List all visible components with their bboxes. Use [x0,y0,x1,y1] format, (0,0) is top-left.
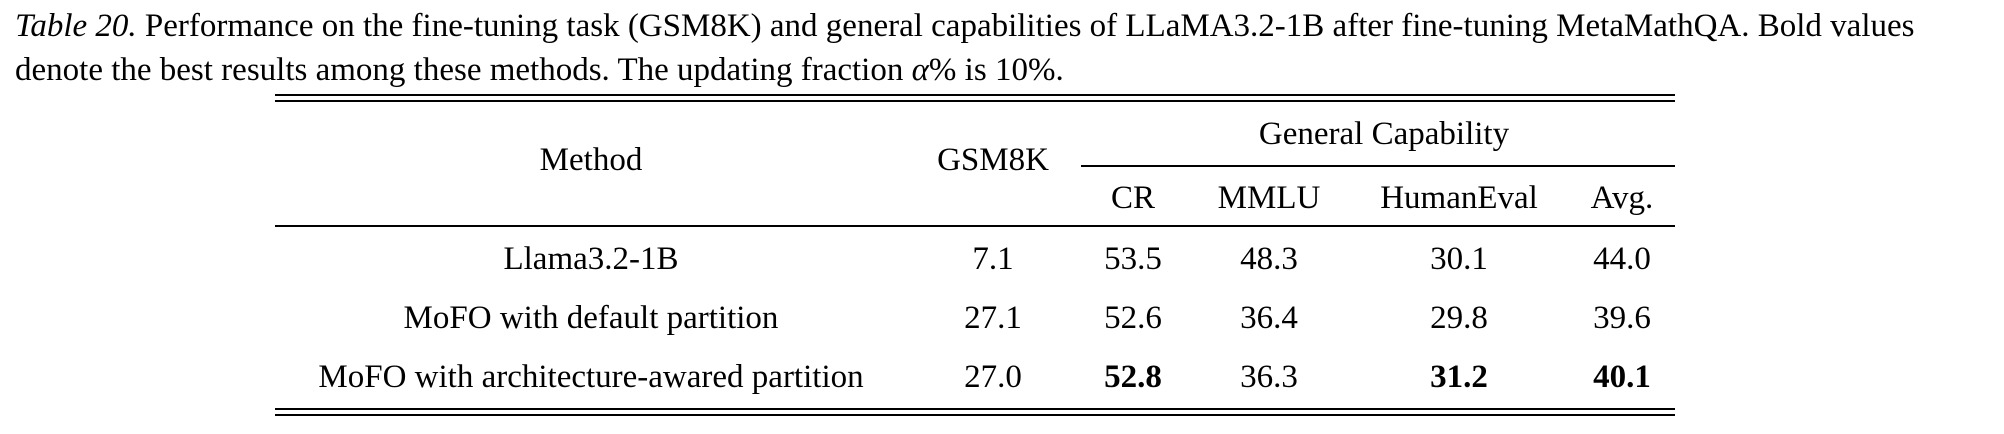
cell-method: MoFO with default partition [403,300,779,336]
cell-mmlu: 36.4 [1240,300,1298,336]
group-rule [1081,165,1675,167]
bottom-rule-1 [275,408,1675,410]
header-humaneval: HumanEval [1380,180,1538,216]
table-caption [15,4,1990,92]
header-bottom-rule [275,225,1675,227]
caption-end: . [1055,52,1064,88]
bottom-rule-2 [275,414,1675,416]
cell-cr: 52.6 [1104,300,1162,336]
cell-gsm8k: 27.1 [964,300,1022,336]
cell-mmlu: 36.3 [1240,359,1298,395]
cell-humaneval: 29.8 [1430,300,1488,336]
caption-label: Table 20. [15,8,137,44]
header-general-capability: General Capability [1258,116,1510,152]
header-avg: Avg. [1590,180,1654,216]
cell-gsm8k: 7.1 [972,241,1014,277]
header-gsm8k: GSM8K [937,142,1049,178]
cell-method: Llama3.2-1B [503,241,679,277]
cell-avg: 39.6 [1593,300,1651,336]
cell-cr: 53.5 [1104,241,1162,277]
top-rule-1 [275,94,1675,96]
cell-gsm8k: 27.0 [964,359,1022,395]
caption-alpha: α [911,52,929,88]
header-mmlu: MMLU [1217,180,1321,216]
caption-value: 10% [994,52,1056,88]
cell-avg: 40.1 [1593,359,1651,395]
caption-percent: % [928,52,957,88]
header-method: Method [539,142,643,178]
cell-method: MoFO with architecture-awared partition [318,359,864,395]
cell-humaneval: 30.1 [1430,241,1488,277]
cell-humaneval: 31.2 [1430,359,1488,395]
cell-cr: 52.8 [1104,359,1162,395]
caption-text: Performance on the fine-tuning task (GSM8K) and general capabilities of LLaMA3.2-1B after fine-tuning MetaMathQA. Bold values denote the best results among these methods. The updating fraction [15,8,1915,88]
header-cr: CR [1110,180,1156,216]
cell-avg: 44.0 [1593,241,1651,277]
cell-mmlu: 48.3 [1240,241,1298,277]
caption-text-is: is [956,52,995,88]
top-rule-2 [275,100,1675,102]
